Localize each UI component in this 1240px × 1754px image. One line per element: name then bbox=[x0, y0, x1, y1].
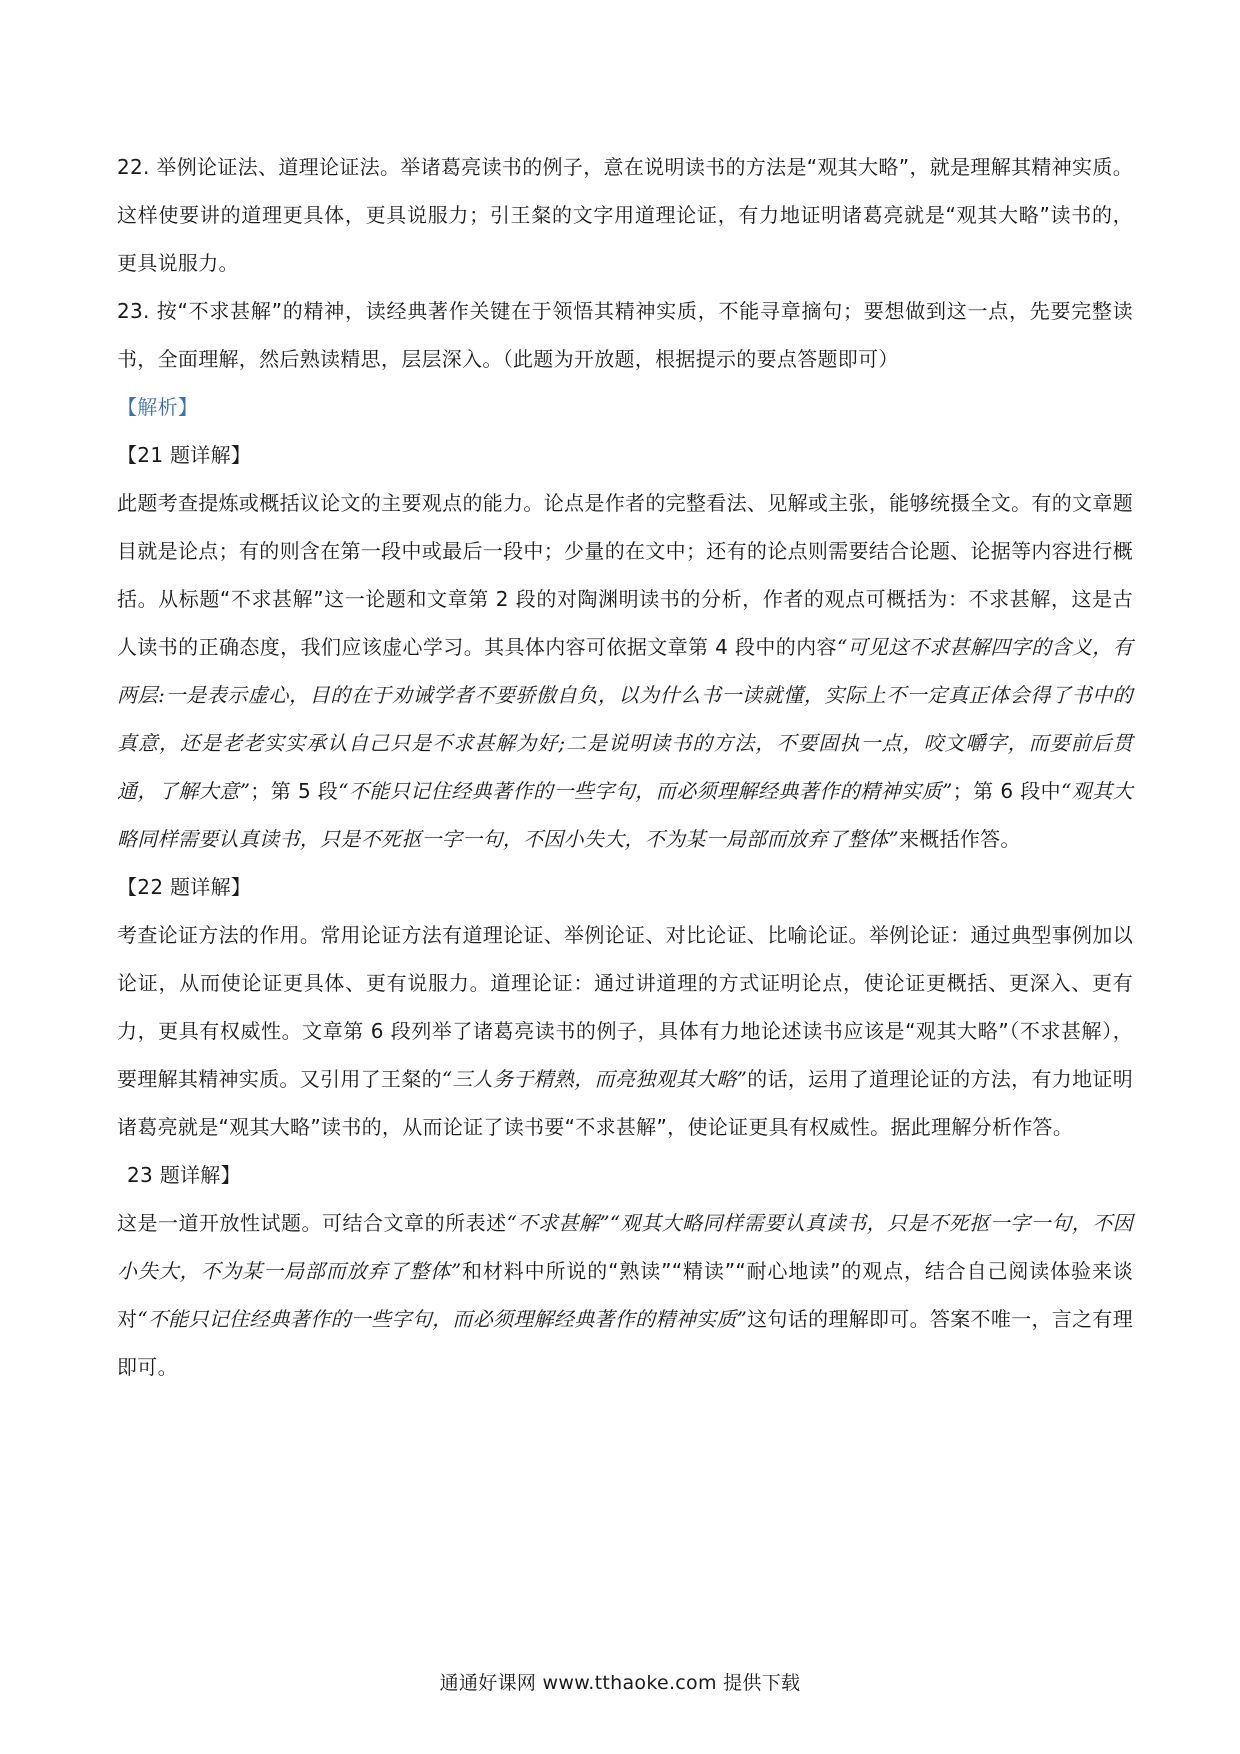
document-body bbox=[117, 143, 1133, 1391]
answer-23: 23. 按“不求甚解”的精神，读经典著作关键在于领悟其精神实质，不能寻章摘句；要想做到这一点，先要完整读书，全面理解，然后熟读精思，层层深入。（此题为开放题，根据提示的要点答题即可） bbox=[117, 299, 1133, 371]
q22-quote-1: “三人务于精熟，而亮独观其大略” bbox=[441, 1067, 748, 1091]
page-footer: 通通好课网 www.tthaoke.com 提供下载 bbox=[439, 1672, 801, 1694]
q23-explanation bbox=[117, 1199, 1133, 1391]
q21-explanation bbox=[117, 479, 1133, 863]
q23-quote-1: “不求甚解”“观其大略同样需要认真读书，只是不死抠一字一句，不因小失大，不为某一局部而放弃了整体” bbox=[117, 1211, 1133, 1283]
q21-text-after: 来概括作答。 bbox=[898, 827, 1021, 851]
q22-text-before: 考查论证方法的作用。常用论证方法有道理论证、举例论证、对比论证、比喻论证。举例论证：通过典型事例加以论证，从而使论证更具体、更有说服力。道理论证：通过讲道理的方式证明论点，使论证更概括、更深入、更有力，更具有权威性。文章第 6 段列举了诸葛亮读书的例子，具体有力地论述读书应该是“观其大略”（不求甚解），要理解其精神实质。又引用了王粲的 bbox=[117, 923, 1133, 1091]
q23-text-after: 这句话的理解即可。答案不唯一，言之有理即可。 bbox=[117, 1307, 1133, 1379]
q21-quote-2: “不能只记住经典著作的一些字句，而必须理解经典著作的精神实质” bbox=[338, 779, 953, 803]
q21-heading: 【21 题详解】 bbox=[117, 443, 252, 467]
q22-text-after: 的话，运用了道理论证的方法，有力地证明诸葛亮就是“观其大略”读书的，从而论证了读书要“不求甚解”，使论证更具有权威性。据此理解分析作答。 bbox=[117, 1067, 1133, 1139]
q23-text-before: 这是一道开放性试题。可结合文章的所表述 bbox=[117, 1211, 507, 1235]
q21-text-before: 此题考查提炼或概括议论文的主要观点的能力。论点是作者的完整看法、见解或主张，能够统摄全文。有的文章题目就是论点；有的则含在第一段中或最后一段中；少量的在文中；还有的论点则需要结合论题、论据等内容进行概括。从标题“不求甚解”这一论题和文章第 2 段的对陶渊明读书的分析，作者的观点可概括为：不求甚解，这是古人读书的正确态度，我们应该虚心学习。其具体内容可依据文章第 4 段中的内容 bbox=[117, 491, 1133, 659]
q23-quote-2: “不能只记住经典著作的一些字句，而必须理解经典著作的精神实质” bbox=[137, 1307, 748, 1331]
answer-22: 22. 举例论证法、道理论证法。举诸葛亮读书的例子，意在说明读书的方法是“观其大略”，就是理解其精神实质。这样使要讲的道理更具体，更具说服力；引王粲的文字用道理论证，有力地证明诸葛亮就是“观其大略”读书的，更具说服力。 bbox=[117, 155, 1133, 275]
q22-explanation bbox=[117, 911, 1133, 1151]
analysis-label: 【解析】 bbox=[117, 395, 199, 419]
q21-mid-1: ；第 5 段 bbox=[250, 779, 339, 803]
q23-mid-1: 和材料中所说的“熟读”“精读”“耐心地读”的观点，结合自己阅读体验来谈对 bbox=[117, 1259, 1133, 1331]
q21-quote-3: “观其大略同样需要认真读书，只是不死抠一字一句，不因小失大，不为某一局部而放弃了整体” bbox=[117, 779, 1133, 851]
q23-heading: 23 题详解】 bbox=[127, 1163, 241, 1187]
q21-quote-1: “可见这不求甚解四字的含义，有两层:一是表示虚心，目的在于劝诫学者不要骄傲自负，以为什么书一读就懂，实际上不一定真正体会得了书中的真意，还是老老实实承认自己只是不求甚解为好;二是说明读书的方法，不要固执一点，咬文嚼字，而要前后贯通，了解大意” bbox=[117, 635, 1133, 803]
q21-mid-2: ；第 6 段中 bbox=[952, 779, 1062, 803]
q22-heading: 【22 题详解】 bbox=[117, 875, 252, 899]
